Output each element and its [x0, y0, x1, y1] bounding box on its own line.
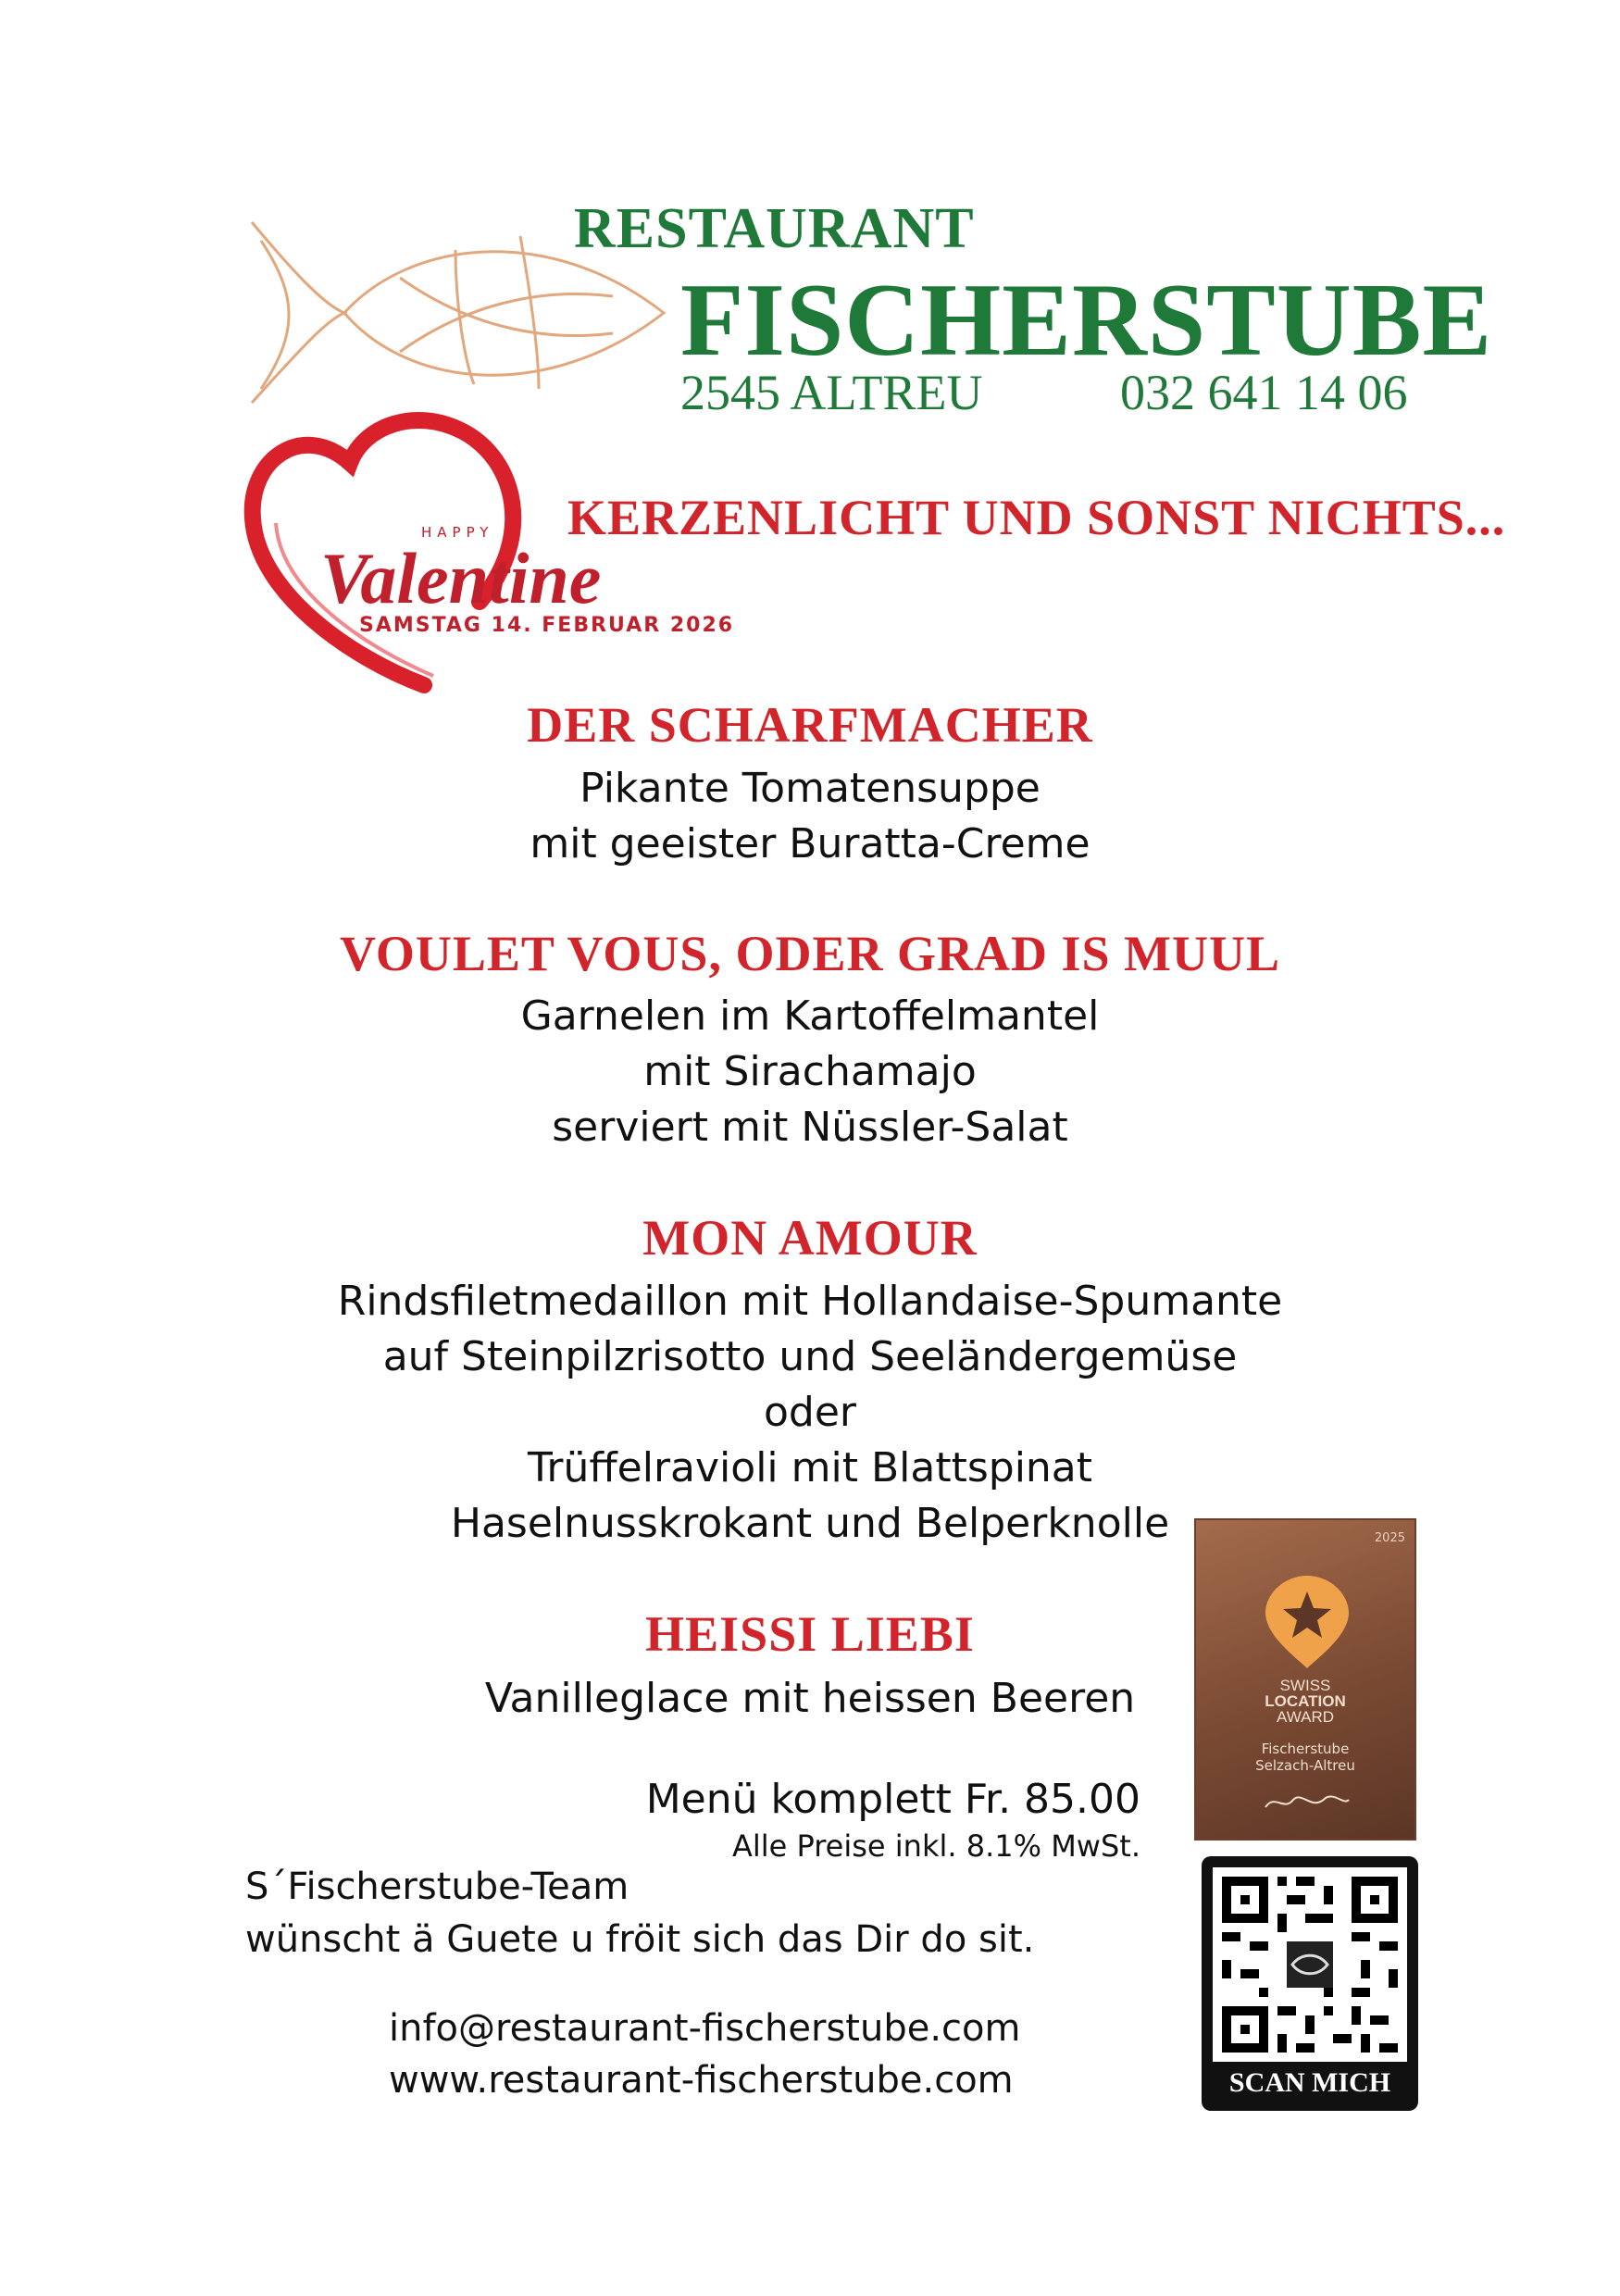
contact-website[interactable]: www.restaurant-fischerstube.com — [389, 2059, 1014, 2102]
star-badge-icon — [1261, 1571, 1353, 1673]
course-title: DER SCHARFMACHER — [527, 697, 1093, 753]
award-plaque — [1194, 1518, 1416, 1841]
course-description — [0, 989, 1620, 1155]
team-name: S´Fischerstube-Team — [245, 1866, 629, 1908]
award-title-line: LOCATION — [1265, 1692, 1346, 1710]
course-line: oder — [763, 1389, 856, 1436]
qr-label: SCAN MICH — [1228, 2067, 1391, 2098]
team-wish: wünscht ä Guete u fröit sich das Dir do sit. — [245, 1918, 1035, 1961]
price-note: Alle Preise inkl. 8.1% MwSt. — [731, 1828, 1140, 1864]
award-place: Selzach-Altreu — [1255, 1757, 1355, 1774]
course-title: VOULET VOUS, ODER GRAD IS MUUL — [339, 926, 1280, 981]
course-line: Trüffelravioli mit Blattspinat — [527, 1444, 1093, 1491]
course-line: auf Steinpilzrisotto und Seeländergemüse — [382, 1333, 1238, 1380]
award-title-line: AWARD — [1276, 1708, 1334, 1726]
course-line: mit Sirachamajo — [643, 1048, 977, 1095]
course-line: Haselnusskrokant und Belperknolle — [450, 1500, 1170, 1547]
course-line: mit geeister Buratta-Creme — [530, 820, 1090, 867]
award-recipient: Fischerstube — [1261, 1741, 1350, 1757]
restaurant-address: 2545 ALTREU — [680, 365, 983, 420]
course-description — [0, 761, 1620, 872]
award-year: 2025 — [1374, 1531, 1405, 1545]
course-line: Rindsfiletmedaillon mit Hollandaise-Spumante — [337, 1278, 1283, 1325]
restaurant-label: RESTAURANT — [574, 197, 975, 260]
course-line: serviert mit Nüssler-Salat — [552, 1104, 1068, 1151]
award-title — [1196, 1678, 1414, 1725]
course-line: Vanilleglace mit heissen Beeren — [484, 1675, 1136, 1722]
qr-pattern — [1213, 1867, 1407, 2062]
valentine-word: Valentine — [320, 538, 602, 618]
restaurant-name: FISCHERSTUBE — [680, 263, 1493, 378]
restaurant-phone: 032 641 14 06 — [1120, 365, 1408, 420]
course-title: HEISSI LIEBI — [645, 1606, 975, 1662]
valentine-happy: HAPPY — [421, 524, 494, 541]
course-line: Garnelen im Kartoffelmantel — [520, 992, 1100, 1040]
qr-card[interactable] — [1202, 1856, 1418, 2111]
course-line: Pikante Tomatensuppe — [579, 765, 1041, 812]
signature-mark — [1261, 1789, 1353, 1816]
event-date: SAMSTAG 14. FEBRUAR 2026 — [359, 614, 735, 637]
course-title: MON AMOUR — [642, 1210, 978, 1266]
qr-code-icon — [1213, 1867, 1407, 2062]
award-title-line: SWISS — [1279, 1677, 1331, 1694]
menu-price: Menü komplett Fr. 85.00 — [645, 1776, 1140, 1823]
course-description — [0, 1274, 1620, 1552]
contact-email[interactable]: info@restaurant-fischerstube.com — [389, 2007, 1021, 2050]
tagline: KERZENLICHT UND SONST NICHTS... — [567, 490, 1506, 545]
